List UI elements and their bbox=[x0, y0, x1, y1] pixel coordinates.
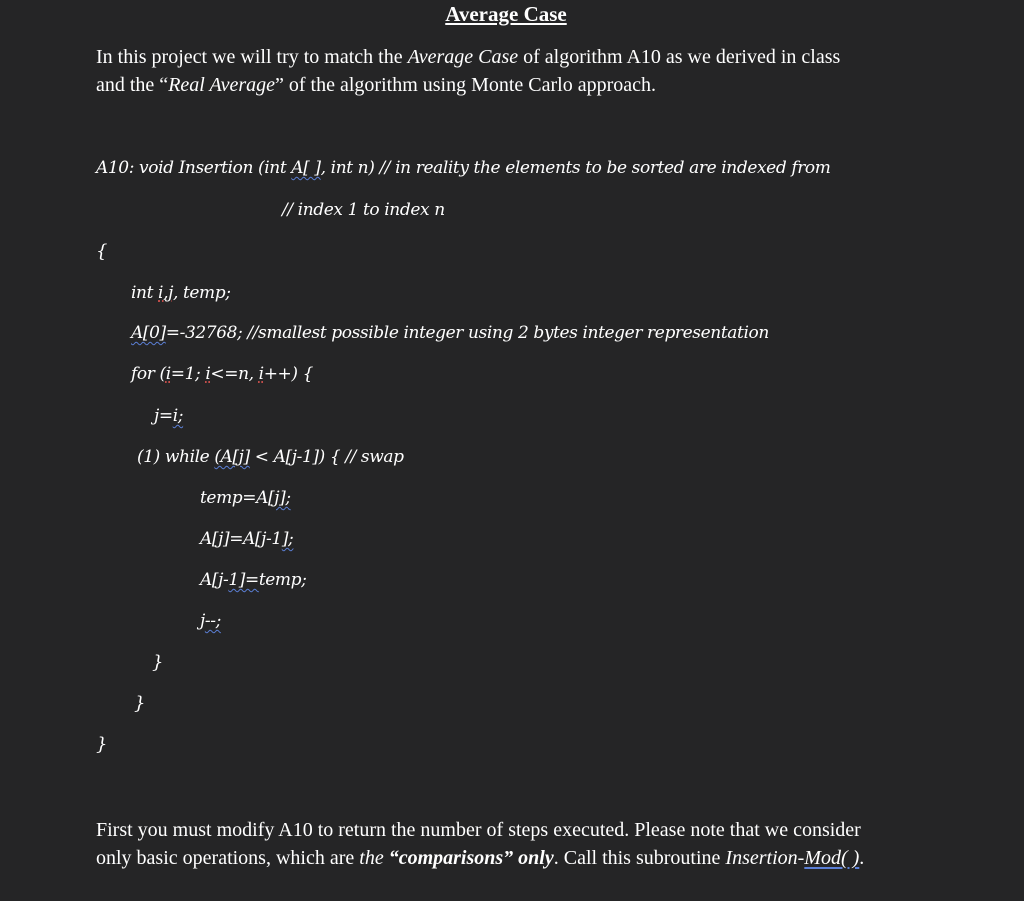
code-declaration: int i,j, temp; bbox=[131, 283, 231, 303]
code-signature: A10: void Insertion (int A[ ], int n) // in reality the elements to be sorted are indexed from bbox=[96, 158, 831, 178]
code-while-loop: (1) while (A[j] < A[j-1]) { // swap bbox=[137, 447, 404, 467]
code-close-while: } bbox=[152, 652, 164, 673]
code-for-loop: for (i=1; i<=n, i++) { bbox=[131, 364, 314, 384]
intro-paragraph bbox=[96, 43, 840, 99]
code-swap-temp: temp=A[j]; bbox=[200, 488, 291, 508]
intro-line-2: and the “Real Average” of the algorithm using Monte Carlo approach. bbox=[96, 74, 657, 96]
intro-line-1: In this project we will try to match the Average Case of algorithm A10 as we derived in class bbox=[96, 46, 841, 68]
code-close-for: } bbox=[134, 693, 146, 714]
page-title: Average Case bbox=[445, 2, 567, 26]
code-open-brace: { bbox=[96, 241, 108, 262]
code-decrement: j--; bbox=[200, 611, 221, 631]
outro-paragraph bbox=[96, 816, 864, 872]
code-swap-assign: A[j]=A[j-1]; bbox=[200, 529, 294, 549]
code-swap-restore: A[j-1]=temp; bbox=[200, 570, 307, 590]
outro-line-1: First you must modify A10 to return the number of steps executed. Please note that we consider bbox=[96, 819, 861, 841]
code-assign-j: j=i; bbox=[154, 406, 184, 426]
code-close-function: } bbox=[96, 734, 108, 755]
code-signature-continued: // index 1 to index n bbox=[282, 200, 445, 220]
outro-line-2: only basic operations, which are the “comparisons” only. Call this subroutine Insertion-Mod( ). bbox=[96, 847, 865, 869]
code-init: A[0]=-32768; //smallest possible integer using 2 bytes integer representation bbox=[131, 323, 769, 343]
